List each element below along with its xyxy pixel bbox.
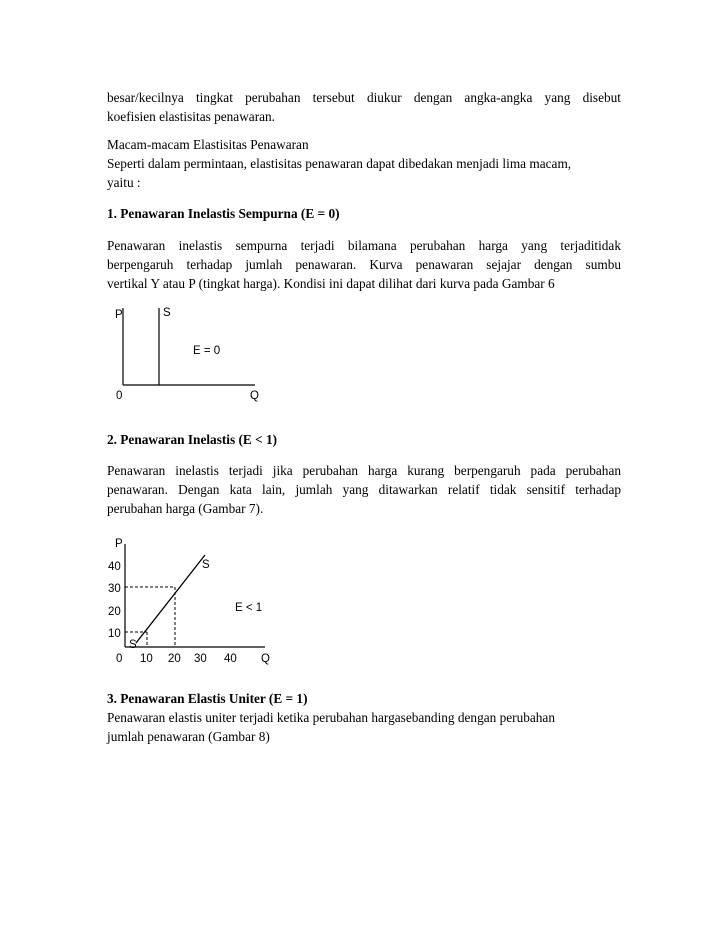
fig7-x-tick-10: 10 [140, 653, 153, 665]
fig7-y-tick-20: 20 [108, 606, 121, 618]
section2-line-1: Penawaran inelastis terjadi jika perubahan harga kurang berpengaruh pada perubahan [107, 463, 621, 478]
types-line-2: yaitu : [107, 175, 141, 190]
fig6-curve-label: S [163, 307, 171, 319]
section2-line-2: penawaran. Dengan kata lain, jumlah yang ditawarkan relatif tidak sensitif terhadap [107, 482, 621, 497]
fig7-supply-line [136, 555, 205, 643]
fig7-x-tick-40: 40 [224, 653, 237, 665]
fig7-curve-label-top: S [202, 559, 210, 571]
fig6-x-label: Q [250, 390, 259, 402]
fig7-y-tick-40: 40 [108, 561, 121, 573]
section1-heading: 1. Penawaran Inelastis Sempurna (E = 0) [107, 206, 340, 221]
section3-line-1: Penawaran elastis uniter terjadi ketika perubahan hargasebanding dengan perubahan [107, 710, 555, 725]
types-line-1: Seperti dalam permintaan, elastisitas penawaran dapat dibedakan menjadi lima macam, [107, 156, 572, 171]
fig7-curve-label-bottom: S [129, 639, 137, 651]
figure-7-diagram [105, 530, 280, 670]
fig6-y-label: P [115, 309, 123, 321]
fig7-annotation: E < 1 [235, 602, 263, 614]
intro-line-1: besar/kecilnya tingkat perubahan tersebut diukur dengan angka-angka yang disebut [107, 90, 621, 105]
intro-line-2: koefisien elastisitas penawaran. [107, 109, 275, 124]
section2-line-3: perubahan harga (Gambar 7). [107, 501, 264, 516]
fig6-origin: 0 [116, 390, 123, 402]
fig7-x-label: Q [261, 653, 270, 665]
figure-6-diagram [105, 300, 275, 405]
section1-line-1: Penawaran inelastis sempurna terjadi bilamana perubahan harga yang terjaditidak [107, 238, 621, 253]
fig6-annotation: E = 0 [193, 345, 221, 357]
section3-heading: 3. Penawaran Elastis Uniter (E = 1) [107, 691, 308, 706]
section3-line-2: jumlah penawaran (Gambar 8) [107, 729, 270, 744]
fig7-x-tick-30: 30 [194, 653, 207, 665]
types-heading: Macam-macam Elastisitas Penawaran [107, 137, 309, 152]
fig7-y-tick-10: 10 [108, 628, 121, 640]
section1-line-3: vertikal Y atau P (tingkat harga). Kondisi ini dapat dilihat dari kurva pada Gambar 6 [107, 276, 555, 291]
fig7-x-tick-20: 20 [168, 653, 181, 665]
fig7-origin: 0 [116, 653, 123, 665]
fig7-y-tick-30: 30 [108, 583, 121, 595]
section1-line-2: berpengaruh terhadap jumlah penawaran. Kurva penawaran sejajar dengan sumbu [107, 257, 621, 272]
fig7-y-label: P [115, 538, 123, 550]
section2-heading: 2. Penawaran Inelastis (E < 1) [107, 432, 278, 447]
